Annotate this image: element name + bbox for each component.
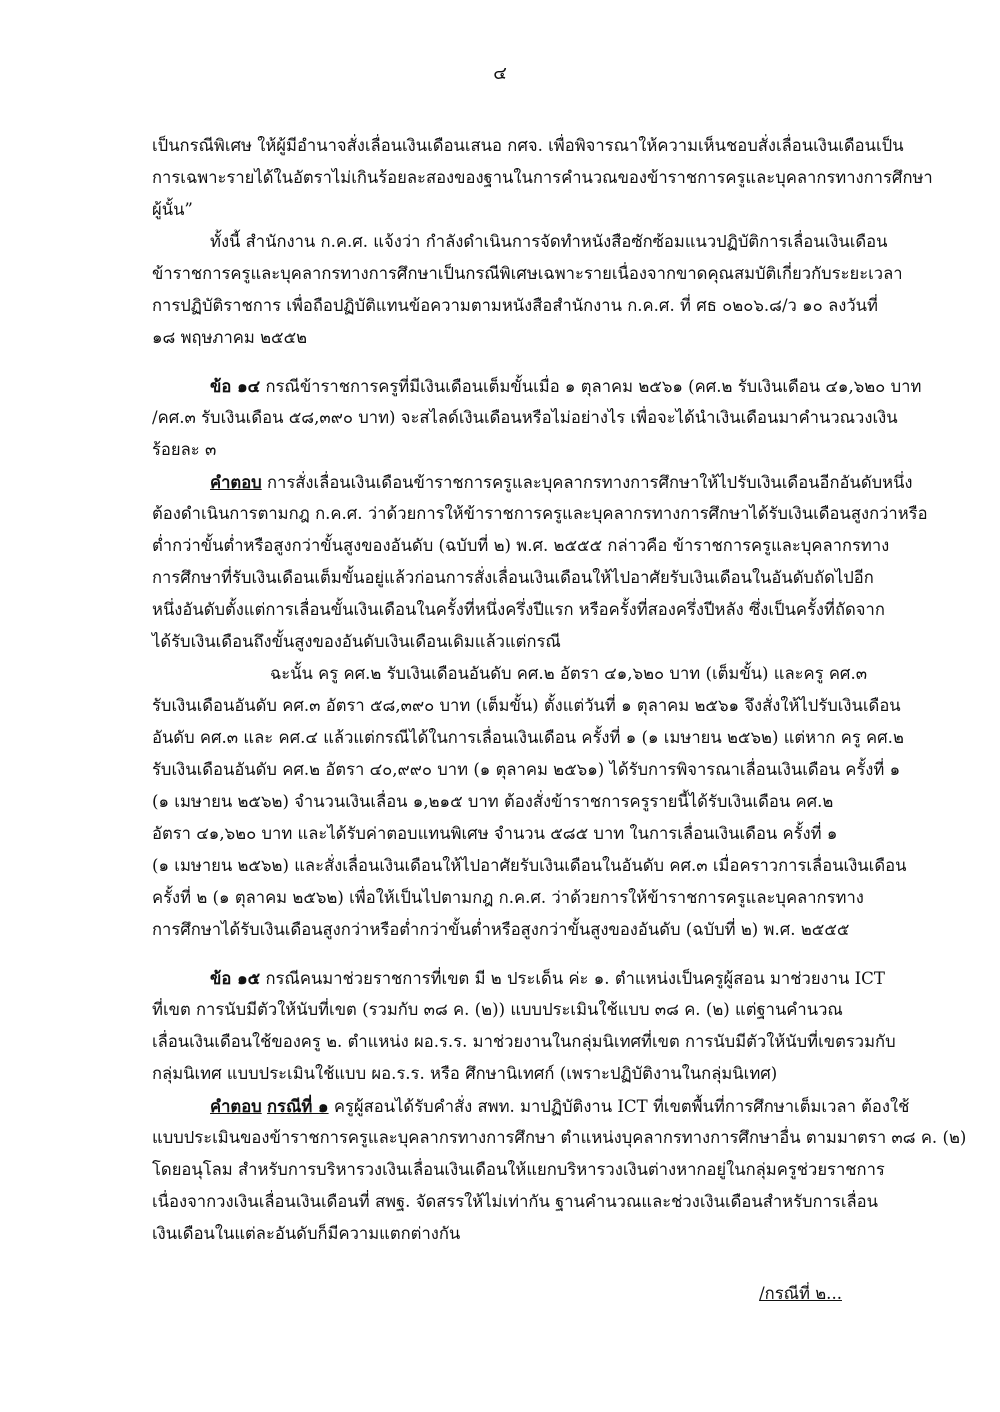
answer-15-label: คำตอบ — [210, 1096, 262, 1116]
answer-15-text: ครูผู้สอนได้รับคำสั่ง สพท. มาปฏิบัติงาน ICT ที่เขตพื้นที่การศึกษาเต็มเวลา ต้องใช้ — [328, 1097, 910, 1116]
text-line: การศึกษาได้รับเงินเดือนสูงกว่าหรือต่ำกว่าขั้นต่ำหรือสูงกว่าขั้นสูงของอันดับ (ฉบับที่ ๒) พ.ศ. ๒๕๕๕ — [152, 920, 850, 939]
text-line: เลื่อนเงินเดือนใช้ของครู ๒. ตำแหน่ง ผอ.ร.ร. มาช่วยงานในกลุ่มนิเทศที่เขต การนับมีตัวให้นับที่เขตรวมกับ — [152, 1032, 896, 1051]
text-line: ข้าราชการครูและบุคลากรทางการศึกษาเป็นกรณีพิเศษเฉพาะรายเนื่องจากขาดคุณสมบัติเกี่ยวกับระยะเวลา — [152, 264, 903, 283]
text-line: ทั้งนี้ สำนักงาน ก.ค.ศ. แจ้งว่า กำลังดำเนินการจัดทำหนังสือซักซ้อมแนวปฏิบัติการเลื่อนเงินเดือน — [210, 232, 888, 251]
text-line: ผู้นั้น” — [152, 200, 193, 219]
text-line: รับเงินเดือนอันดับ คศ.๒ อัตรา ๔๐,๙๙๐ บาท (๑ ตุลาคม ๒๕๖๑) ได้รับการพิจารณาเลื่อนเงินเดือน ครั้งที่ ๑ — [152, 760, 901, 779]
text-line: /คศ.๓ รับเงินเดือน ๕๘,๓๙๐ บาท) จะสไลด์เงินเดือนหรือไม่อย่างไร เพื่อจะได้นำเงินเดือนมาคำนวณวงเงิน — [152, 408, 898, 427]
text-line: รับเงินเดือนอันดับ คศ.๓ อัตรา ๕๘,๓๙๐ บาท (เต็มขั้น) ตั้งแต่วันที่ ๑ ตุลาคม ๒๕๖๑ จึงสั่งให้ไปรับเงินเดือน — [152, 696, 901, 715]
question-14-line — [152, 370, 922, 402]
text-line: กลุ่มนิเทศ แบบประเมินใช้แบบ ผอ.ร.ร. หรือ ศึกษานิเทศก์ (เพราะปฏิบัติงานในกลุ่มนิเทศ) — [152, 1064, 778, 1083]
text-line: ได้รับเงินเดือนถึงขั้นสูงของอันดับเงินเดือนเดิมแล้วแต่กรณี — [152, 632, 561, 651]
continuation-footer: /กรณีที่ ๒... — [759, 1284, 842, 1303]
text-line: ต่ำกว่าขั้นต่ำหรือสูงกว่าขั้นสูงของอันดับ (ฉบับที่ ๒) พ.ศ. ๒๕๕๕ กล่าวคือ ข้าราชการครูและบุคลากรทาง — [152, 536, 890, 555]
text-line: การศึกษาที่รับเงินเดือนเต็มขั้นอยู่แล้วก่อนการสั่งเลื่อนเงินเดือนให้ไปอาศัยรับเงินเดือนในอันดับถัดไปอีก — [152, 568, 874, 587]
text-line: ที่เขต การนับมีตัวให้นับที่เขต (รวมกับ ๓๘ ค. (๒)) แบบประเมินใช้แบบ ๓๘ ค. (๒) แต่ฐานคำนวณ — [152, 1000, 843, 1019]
text-line: แบบประเมินของข้าราชการครูและบุคลากรทางการศึกษา ตำแหน่งบุคลากรทางการศึกษาอื่น ตามมาตรา ๓๘ ค. (๒) — [152, 1128, 967, 1147]
question-14-text: กรณีข้าราชการครูที่มีเงินเดือนเต็มขั้นเมื่อ ๑ ตุลาคม ๒๕๖๑ (คศ.๒ รับเงินเดือน ๔๑,๖๒๐ บาท — [260, 377, 922, 396]
document-body — [152, 130, 967, 1250]
text-line: หนึ่งอันดับตั้งแต่การเลื่อนขั้นเงินเดือนในครั้งที่หนึ่งครึ่งปีแรก หรือครั้งที่สองครึ่งปีหลัง ซึ่งเป็นครั้งที่ถัดจาก — [152, 600, 885, 619]
answer-14-line — [152, 466, 922, 498]
text-line: เนื่องจากวงเงินเลื่อนเงินเดือนที่ สพฐ. จัดสรรให้ไม่เท่ากัน ฐานคำนวณและช่วงเงินเดือนสำหรับการเลื่อน — [152, 1192, 878, 1211]
question-14-label: ข้อ ๑๔ — [210, 376, 261, 396]
text-line: (๑ เมษายน ๒๕๖๒) จำนวนเงินเลื่อน ๑,๒๑๕ บาท ต้องสั่งข้าราชการครูรายนี้ได้รับเงินเดือน คศ.๒ — [152, 792, 834, 811]
text-line: ครั้งที่ ๒ (๑ ตุลาคม ๒๕๖๒) เพื่อให้เป็นไปตามกฎ ก.ค.ศ. ว่าด้วยการให้ข้าราชการครูและบุคลากรทาง — [152, 888, 864, 907]
answer-15-line — [152, 1090, 922, 1122]
text-line: ฉะนั้น ครู คศ.๒ รับเงินเดือนอันดับ คศ.๒ อัตรา ๔๑,๖๒๐ บาท (เต็มขั้น) และครู คศ.๓ — [270, 664, 868, 683]
text-line: อันดับ คศ.๓ และ คศ.๔ แล้วแต่กรณีได้ในการเลื่อนเงินเดือน ครั้งที่ ๑ (๑ เมษายน ๒๕๖๒) แต่หาก ครู คศ.๒ — [152, 728, 904, 747]
question-15-label: ข้อ ๑๕ — [210, 968, 261, 988]
answer-14-label: คำตอบ — [210, 472, 262, 492]
question-15-line — [152, 962, 922, 994]
text-line: ต้องดำเนินการตามกฎ ก.ค.ศ. ว่าด้วยการให้ข้าราชการครูและบุคลากรทางการศึกษาได้รับเงินเดือนสูงกว่าหรือ — [152, 504, 928, 523]
text-line: การเฉพาะรายได้ในอัตราไม่เกินร้อยละสองของฐานในการคำนวณของข้าราชการครูและบุคลากรทางการศึกษา — [152, 168, 933, 187]
text-line: ๑๘ พฤษภาคม ๒๕๕๒ — [152, 328, 308, 347]
text-line: ร้อยละ ๓ — [152, 440, 217, 459]
text-line: เงินเดือนในแต่ละอันดับก็มีความแตกต่างกัน — [152, 1224, 461, 1243]
text-line: เป็นกรณีพิเศษ ให้ผู้มีอำนาจสั่งเลื่อนเงินเดือนเสนอ กศจ. เพื่อพิจารณาให้ความเห็นชอบสั่งเลื่อนเงินเดือนเป็น — [152, 136, 904, 155]
question-15-text: กรณีคนมาช่วยราชการที่เขต มี ๒ ประเด็น ค่ะ ๑. ตำแหน่งเป็นครูผู้สอน มาช่วยงาน ICT — [260, 969, 885, 988]
text-line: (๑ เมษายน ๒๕๖๒) และสั่งเลื่อนเงินเดือนให้ไปอาศัยรับเงินเดือนในอันดับ คศ.๓ เมื่อคราวการเลื่อนเงินเดือน — [152, 856, 907, 875]
answer-14-text: การสั่งเลื่อนเงินเดือนข้าราชการครูและบุคลากรทางการศึกษาให้ไปรับเงินเดือนอีกอันดับหนึ่ง — [261, 473, 913, 492]
page-number: ๔ — [493, 63, 507, 84]
case-1-label: กรณีที่ ๑ — [266, 1096, 329, 1116]
text-line: การปฏิบัติราชการ เพื่อถือปฏิบัติแทนข้อความตามหนังสือสำนักงาน ก.ค.ศ. ที่ ศธ ๐๒๐๖.๘/ว ๑๐ ลงวันที่ — [152, 296, 878, 315]
text-line: อัตรา ๔๑,๖๒๐ บาท และได้รับค่าตอบแทนพิเศษ จำนวน ๕๘๕ บาท ในการเลื่อนเงินเดือน ครั้งที่ ๑ — [152, 824, 838, 843]
text-line: โดยอนุโลม สำหรับการบริหารวงเงินเลื่อนเงินเดือนให้แยกบริหารวงเงินต่างหากอยู่ในกลุ่มครูช่วยราชการ — [152, 1160, 885, 1179]
